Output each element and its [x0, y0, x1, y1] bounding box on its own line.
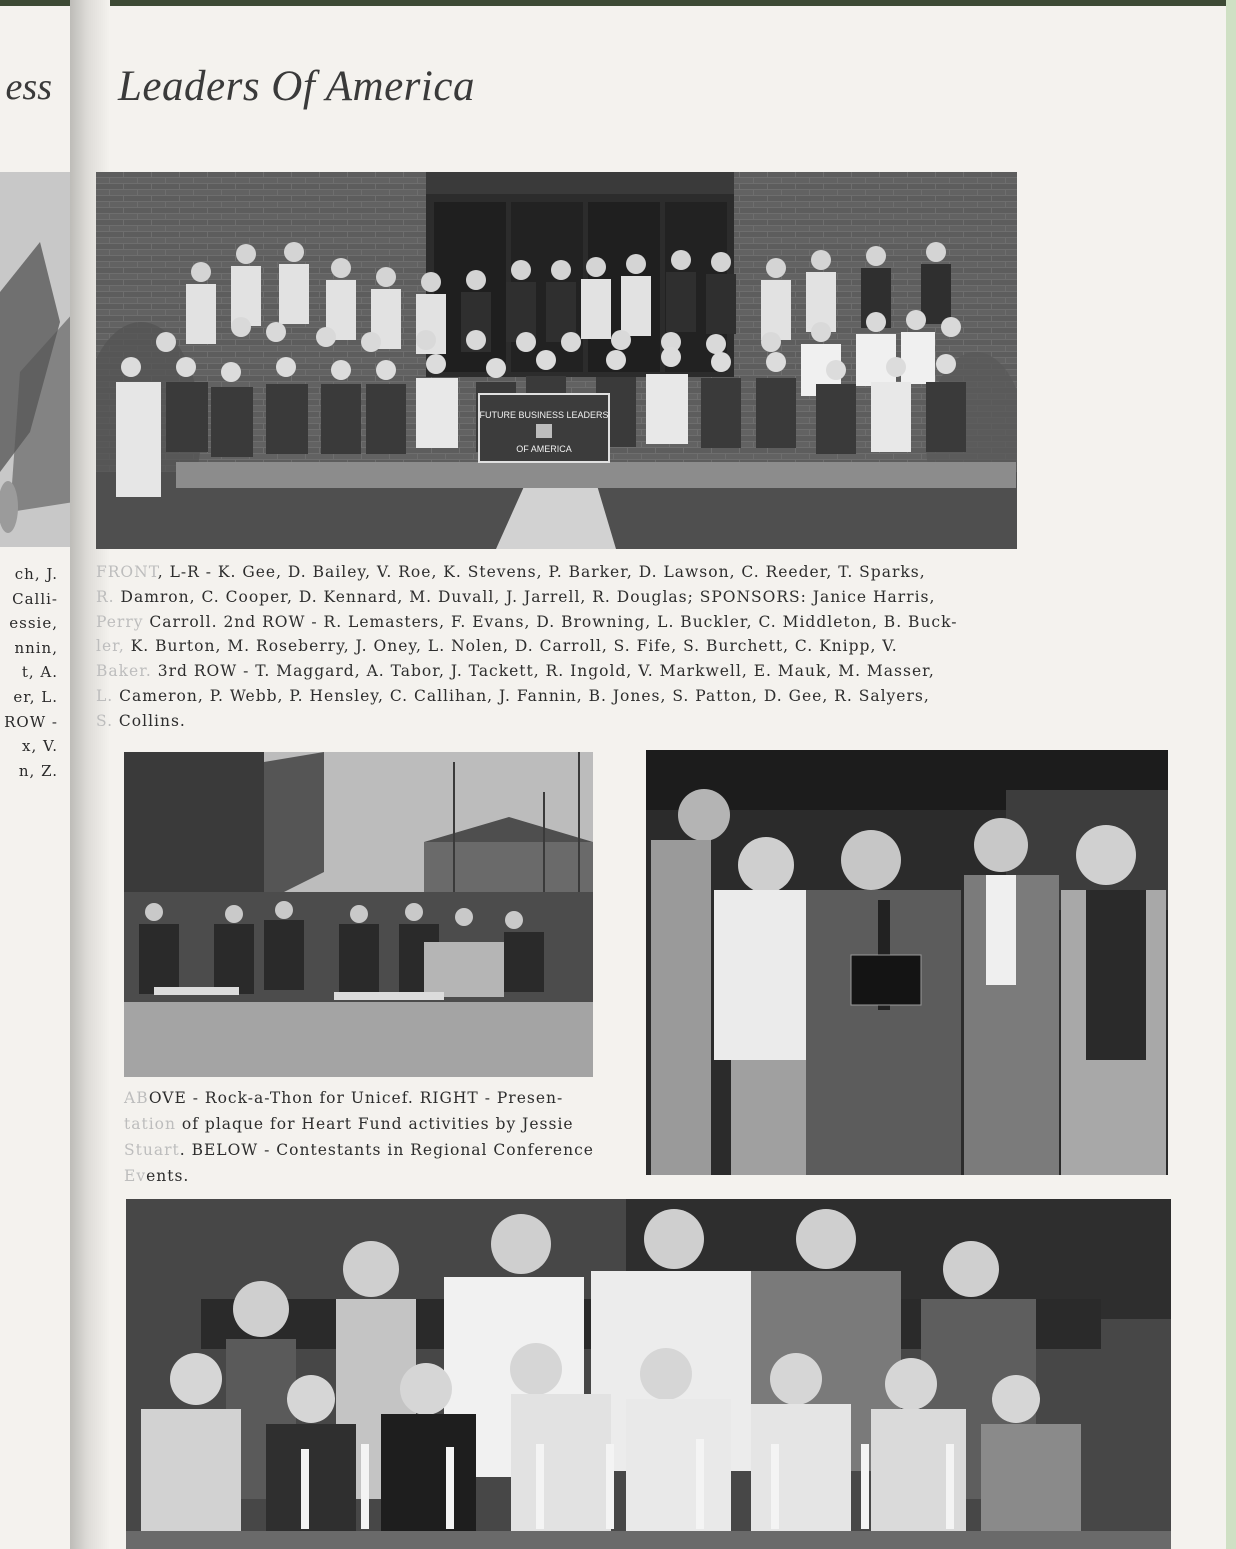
right-edge-strip	[1226, 0, 1236, 1549]
caption-line-faded: S.	[96, 711, 119, 730]
contestants-photo	[126, 1199, 1171, 1549]
caption-line-text: 3rd ROW - T. Maggard, A. Tabor, J. Tackett, R. Ingold, V. Markwell, E. Mauk, M. Masser,	[157, 662, 935, 681]
banner-line-1: FUTURE BUSINESS LEADERS	[479, 410, 609, 420]
caption-line-text: , L-R - K. Gee, D. Bailey, V. Roe, K. Stevens, P. Barker, D. Lawson, C. Reeder, T. Sparks,	[157, 563, 926, 581]
caption-line-text: Carroll. 2nd ROW - R. Lemasters, F. Evans, D. Browning, L. Buckler, C. Middleton, B. Buck-	[149, 612, 958, 631]
caption-line-faded: AB	[124, 1089, 149, 1107]
caption-line	[124, 1163, 604, 1189]
caption-line-faded: FRONT	[96, 563, 158, 581]
caption-line-faded: R.	[96, 587, 121, 606]
left-caption-line: x, V.	[22, 737, 58, 755]
caption-line-text: Cameron, P. Webb, P. Hensley, C. Callihan, J. Fannin, B. Jones, S. Patton, D. Gee, R. Salyers,	[119, 686, 930, 705]
caption-line	[96, 709, 1021, 734]
banner-line-2: OF AMERICA	[516, 444, 572, 454]
caption-line-text: Damron, C. Cooper, D. Kennard, M. Duvall, J. Jarrell, R. Douglas; SPONSORS: Janice Harris,	[120, 587, 936, 606]
caption-line	[96, 560, 1021, 585]
caption-line-faded: tation	[124, 1115, 182, 1133]
caption-line-faded: Stuart	[124, 1141, 180, 1159]
rockathon-photo	[124, 752, 593, 1077]
caption-line-text: OVE - Rock-a-Thon for Unicef. RIGHT - Presen-	[148, 1089, 564, 1107]
left-caption-line: Calli-	[12, 590, 58, 608]
caption-line	[96, 585, 1021, 610]
caption-line-text: K. Burton, M. Roseberry, J. Oney, L. Nolen, D. Carroll, S. Fife, S. Burchett, C. Knipp, V.	[130, 637, 898, 656]
left-caption-line: essie,	[9, 614, 58, 632]
group-photo	[96, 172, 1017, 549]
caption-line-text: . BELOW - Contestants in Regional Conference	[179, 1141, 594, 1159]
left-caption-line: nnin,	[14, 639, 58, 657]
left-page-title-fragment: ess	[5, 66, 52, 108]
caption-line	[96, 659, 1021, 684]
left-caption-line: n, Z.	[18, 762, 58, 780]
caption-line	[124, 1111, 604, 1137]
caption-line	[96, 684, 1021, 709]
caption-line-text: of plaque for Heart Fund activities by Jessie	[181, 1115, 574, 1133]
caption-line-faded: ler,	[96, 637, 131, 656]
photos-caption	[124, 1085, 604, 1189]
caption-line	[96, 634, 1021, 659]
caption-line	[96, 610, 1021, 635]
caption-line-faded: Perry	[96, 612, 150, 631]
caption-line-faded: Baker.	[96, 662, 158, 681]
left-page-photo-fragment	[0, 172, 74, 547]
plaque-presentation-photo	[646, 750, 1168, 1175]
left-caption-line: t, A.	[21, 663, 58, 681]
caption-line-text: ents.	[146, 1167, 190, 1185]
caption-line	[124, 1137, 604, 1163]
top-edge-strip	[0, 0, 1236, 6]
left-caption-line: er, L.	[13, 688, 58, 706]
page-title: Leaders Of America	[118, 63, 475, 110]
caption-line-faded: Ev	[124, 1167, 147, 1185]
caption-line-faded: L.	[96, 686, 120, 705]
left-caption-line: ch, J.	[14, 565, 58, 583]
caption-line	[124, 1085, 604, 1111]
caption-line-text: Collins.	[118, 711, 186, 730]
group-photo-caption	[96, 560, 1021, 734]
left-caption-line: ROW -	[4, 713, 58, 731]
